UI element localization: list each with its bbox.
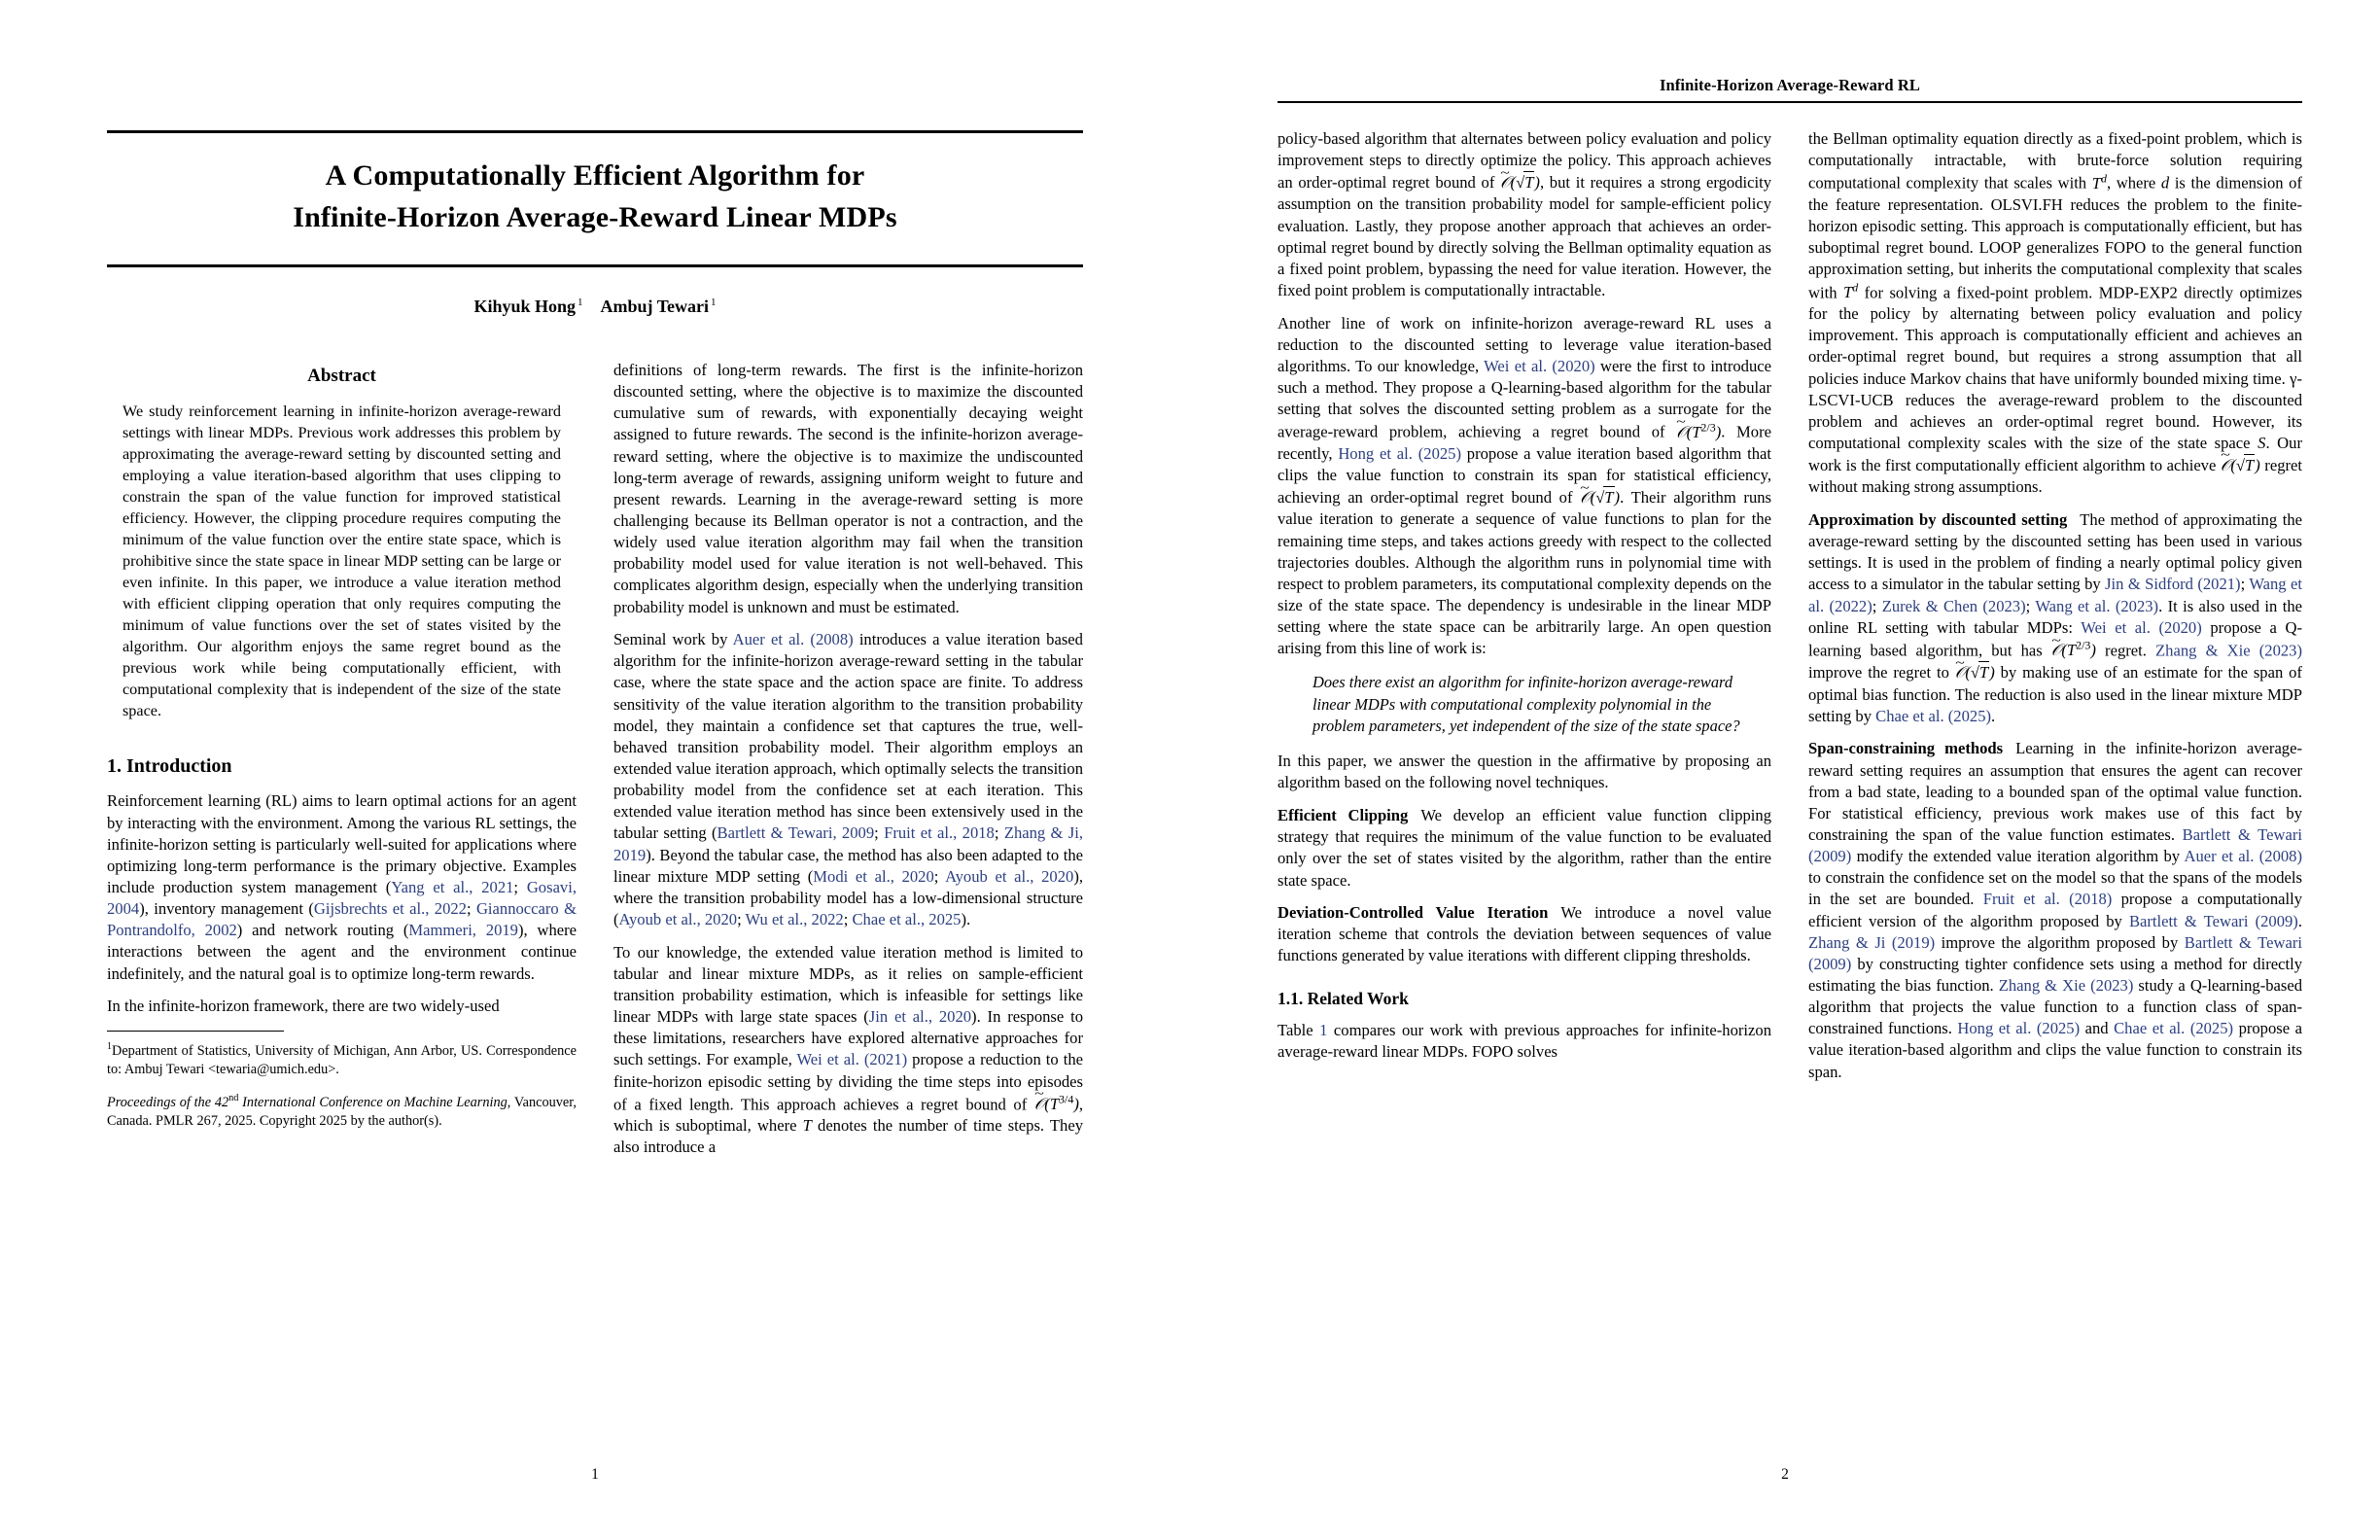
p2c1-p2-a: Another line of work on infinite-horizon average-reward RL uses a reduction to the discounted setting to leverage value iteration-based algorithms. To our knowledge,: [1278, 313, 1771, 375]
p2c1-paragraph-2: [1278, 313, 1771, 660]
p1c2-p2-g: ), where the transition probability model has a low-dimensional structure (: [613, 866, 1084, 929]
paper-title: [107, 156, 1083, 238]
abstract-paragraph: We study reinforcement learning in infinite-horizon average-reward settings with linear MDPs. Previous work addresses this problem by approximating the average-reward setting by discounted setting and employing a value iteration-based algorithm that uses clipping to constrain the span of the value function for improved statistical efficiency. However, the clipping procedure requires computing the minimum of the value function over the entire state space, which is prohibitive since the state space in linear MDP setting can be large or even infinite. In this paper, we introduce a value iteration method with efficient clipping operation that only requires computing the minimum of value functions over the set of states visited by the algorithm. Our algorithm enjoys the same regret bound as the previous work while being computationally efficient, with computational complexity that is independent of the size of the state space.: [122, 402, 561, 720]
proceedings-rest: , Vancouver, Canada. PMLR 267, 2025. Copyright 2025 by the author(s).: [107, 1094, 577, 1129]
p2c1-p2-e: . Their algorithm runs value iteration to generate a sequence of value functions to plan for the remaining time steps, and takes actions greedy with respect to the collected trajectories doubles. Although the algorithm runs in polynomial time with respect to problem parameters, its computational complexity depends on the size of the state space. The dependency is undesirable in the linear MDP setting where the state space can be arbitrarily large. An open question arising from this line of work is:: [1278, 488, 1772, 658]
p2c2-p2-i: by making use of an estimate for the span of optimal bias function. The reduction is also used in the linear mixture MDP setting by: [1808, 663, 2303, 725]
author-1: [473, 297, 582, 316]
proceedings-ordinal-suffix: nd: [228, 1093, 239, 1104]
page-2-columns: [1278, 128, 2302, 1452]
math-big-o-t23-2: ~ $𝒪(T^{2/3})$: [2051, 641, 2096, 659]
citation-bartlett-tewari[interactable]: Bartlett & Tewari, 2009: [717, 823, 875, 843]
p1c2-paragraph-3: [613, 942, 1083, 1159]
p2c1-paragraph-5: [1278, 902, 1771, 966]
math-var-t: T: [802, 1116, 812, 1136]
intro-text-a: Reinforcement learning (RL) aims to learn optimal actions for an agent by interacting with the environment. Among the various RL settings, the infinite-horizon setting is particularly well-suited for applications where optimizing long-term performance is the primary objective. Examples include production system management (: [107, 791, 577, 897]
p2c2-p1-d: for solving a fixed-point problem. MDP-EXP2 directly optimizes for the policy by alternating between policy evaluation and policy improvement. This approach is computationally efficient and achieves an order-optimal regret bound, but requires a strong assumption that all policies induce Markov chains that have uniformly bounded mixing time.: [1808, 283, 2302, 388]
citation-wang-2023[interactable]: Wang et al. (2023): [2035, 596, 2159, 615]
p2c2-p1-e: -LSCVI-UCB reduces the average-reward problem to the discounted problem and achieves an order-optimal regret bound. However, its computational complexity scales with the size of the state space: [1808, 368, 2302, 453]
p2c2-p2-d: ;: [2025, 596, 2036, 615]
citation-gijsbrechts[interactable]: Gijsbrechts et al., 2022: [313, 899, 467, 919]
page-1-column-2: [613, 360, 1083, 1452]
citation-zhang-ji[interactable]: Zhang & Ji, 2019: [613, 823, 1084, 864]
math-big-o-sqrt-t-3: ~ 𝒪(√T): [2221, 456, 2260, 474]
p1c2-p3-b: ). In response to these limitations, researchers have explored alternative approaches for such settings. For example,: [613, 1007, 1083, 1069]
footnote-affiliation: [107, 1040, 577, 1079]
citation-jin-sidford[interactable]: Jin & Sidford (2021): [2105, 575, 2241, 594]
math-t-power-d-1: $T^d$: [2091, 171, 2107, 192]
p2c1-p1-b: , but it requires a strong ergodicity assumption on the transition probability model for sample-efficient policy evaluation. Lastly, they propose another approach that achieves an order-optimal regret bound by directly solving the Bellman optimality equation as a fixed point problem, bypassing the need for value iteration. However, the fixed point problem is computationally intractable.: [1278, 173, 1771, 299]
runin-heading-efficient-clipping: Efficient Clipping: [1278, 806, 1409, 825]
running-header-rule: [1278, 101, 2302, 103]
p2c1-p4-text: We develop an efficient value function clipping strategy that requires the minimum of the value function to be evaluated only over the set of states visited by the algorithm, rather than the entire state space.: [1278, 806, 1771, 890]
citation-ayoub[interactable]: Ayoub et al., 2020: [945, 866, 1074, 886]
citation-wei-2020[interactable]: Wei et al. (2020): [1484, 356, 1595, 375]
p2c2-p2-e: . It is also used in the online RL setting with tabular MDPs:: [1808, 596, 2302, 637]
p2c2-p3-i: and: [2080, 1019, 2115, 1038]
citation-auer-2008-b[interactable]: Auer et al. (2008): [2184, 847, 2302, 866]
runin-heading-approximation-discounted: Approximation by discounted setting: [1808, 509, 2068, 529]
proceedings-ordinal-number: 42: [214, 1094, 229, 1110]
math-big-o-t34: ~ $𝒪(T^{3/4})$: [1034, 1095, 1079, 1113]
intro-text-d: ;: [466, 899, 476, 919]
citation-zhang-ji-2019[interactable]: Zhang & Ji (2019): [1808, 932, 1936, 952]
p1c2-p2-e: ). Beyond the tabular case, the method has also been adapted to the linear mixture MDP setting (: [613, 845, 1083, 886]
p2c1-paragraph-4: [1278, 805, 1771, 892]
math-big-o-sqrt-t-4: ~ 𝒪(√T): [1955, 663, 1995, 682]
p1c2-paragraph-1: definitions of long-term rewards. The first is the infinite-horizon discounted setting, where the objective is to maximize the discounted cumulative sum of rewards, with exponentially decaying weight assigned to future rewards. The second is the infinite-horizon average-reward setting, where the objective is to maximize the undiscounted long-term average of rewards, assigning uniform weight to future and present rewards. Learning in the average-reward setting is more challenging because its Bellman operator is not a contraction, and the widely used value iteration algorithm may fail when the transition probability model used for value iteration is not well-behaved. This complicates algorithm design, especially when the underlying transition probability model is unknown and must be estimated.: [613, 361, 1083, 616]
intro-text-f: ), where interactions between the agent and the environment continue indefinitely, and the natural goal is to optimize long-term rewards.: [107, 921, 577, 983]
table-reference-1[interactable]: 1: [1319, 1020, 1328, 1039]
math-var-d: d: [2160, 173, 2170, 192]
p1c2-p2-h: ;: [737, 910, 746, 929]
author-2-affiliation-marker: 1: [711, 297, 717, 308]
intro-text-e: ) and network routing (: [236, 921, 409, 940]
citation-wang-2022[interactable]: Wang et al. (2022): [1808, 575, 2302, 615]
citation-bartlett-2009-c[interactable]: Bartlett & Tewari (2009): [1808, 932, 2302, 973]
footnote-separator: [107, 1031, 284, 1032]
citation-chae-2025-b[interactable]: Chae et al. (2025): [2114, 1019, 2234, 1038]
running-header-text: Infinite-Horizon Average-Reward RL: [1660, 76, 1920, 94]
proceedings-conference: International Conference on Machine Learning: [242, 1094, 508, 1110]
citation-modi[interactable]: Modi et al., 2020: [813, 866, 934, 886]
runin-heading-span-constraining: Span-constraining methods: [1808, 739, 2004, 758]
p2c2-p3-g: by constructing tighter confidence sets using a method for directly estimating the bias function.: [1808, 954, 2302, 995]
title-rule-bottom: [107, 264, 1083, 267]
p2c2-p2-a: The method of approximating the average-reward setting by the discounted setting has been used in various settings. It is used in the problem of finding a nearly optimal policy given access to a simulator in the tabular setting by: [1808, 509, 2302, 594]
citation-zurek-chen[interactable]: Zurek & Chen (2023): [1881, 596, 2026, 615]
citation-ayoub-2[interactable]: Ayoub et al., 2020: [618, 910, 738, 929]
math-var-s: S: [2258, 434, 2266, 453]
citation-fruit[interactable]: Fruit et al., 2018: [884, 823, 995, 843]
footnote-affiliation-text: Department of Statistics, University of Michigan, Ann Arbor, US. Correspondence to: Ambuj Tewari <tewaria@umich.edu>.: [107, 1043, 577, 1078]
page-1-column-1: [107, 360, 577, 1452]
intro-text-c: ), inventory management (: [139, 899, 314, 919]
intro-paragraph-2: In the infinite-horizon framework, there are two widely-used: [107, 997, 500, 1016]
page-number-2: 2: [1781, 1466, 1789, 1483]
author-2-name: Ambuj Tewari: [600, 297, 710, 316]
math-big-o-sqrt-t-2: ~ 𝒪(√T): [1580, 488, 1620, 507]
citation-jin[interactable]: Jin et al., 2020: [868, 1007, 972, 1027]
section-heading-related-work: 1.1. Related Work: [1278, 988, 1409, 1008]
p2c2-p3-c: to constrain the confidence set on the model so that the spans of the models in the set are bounded.: [1808, 868, 2302, 909]
p1c2-p3-d: , which is suboptimal, where: [613, 1095, 1083, 1136]
citation-chae[interactable]: Chae et al., 2025: [852, 910, 962, 929]
citation-wei-2020-b[interactable]: Wei et al. (2020): [2081, 617, 2202, 637]
p2c2-p3-j: propose a value iteration-based algorithm and clips the value function to constrain its span.: [1808, 1019, 2302, 1081]
p1c2-p2-i: ;: [843, 910, 853, 929]
p2c2-p1-a: the Bellman optimality equation directly as a fixed-point problem, which is computationally intractable, with brute-force solution requiring computational complexity that scales with: [1808, 129, 2302, 192]
citation-hong-2025[interactable]: Hong et al. (2025): [1338, 444, 1461, 463]
page-1-columns: [107, 360, 1083, 1452]
p2c2-p2-b: ;: [2240, 575, 2250, 594]
math-t-power-d-2: $T^d$: [1842, 280, 1859, 302]
p2c2-p2-h: improve the regret to: [1808, 663, 1955, 682]
abstract-heading: Abstract: [307, 366, 376, 386]
running-header: [1278, 76, 2302, 103]
author-list: [107, 297, 1083, 317]
citation-gosavi[interactable]: Gosavi, 2004: [107, 878, 577, 919]
math-big-o-sqrt-t-1: ~ 𝒪(√T): [1500, 173, 1540, 192]
section-heading-introduction: 1. Introduction: [107, 755, 232, 778]
citation-zhang-xie-2023[interactable]: Zhang & Xie (2023): [1998, 975, 2134, 995]
paper-title-line-1: A Computationally Efficient Algorithm for: [325, 159, 865, 192]
footnote-marker: 1: [107, 1041, 112, 1053]
math-gamma-symbol: γ: [2290, 368, 2297, 388]
p2c2-p2-c: ;: [1872, 596, 1882, 615]
intro-paragraph-1: [107, 790, 577, 984]
citation-yang[interactable]: Yang et al., 2021: [391, 878, 514, 897]
footnote-proceedings: [107, 1092, 577, 1131]
p1c2-p2-c: ;: [874, 823, 885, 843]
p2c2-p3-e: .: [2297, 911, 2302, 930]
p1c2-paragraph-2: [613, 629, 1083, 930]
runin-heading-deviation-controlled: Deviation-Controlled Value Iteration: [1278, 903, 1549, 923]
p2c1-p6-b: compares our work with previous approaches for infinite-horizon average-reward linear MDPs. FOPO solves: [1278, 1020, 1771, 1061]
p1c2-p2-f: ;: [933, 866, 946, 886]
p2c2-p3-h: study a Q-learning-based algorithm that projects the value function to a function class of span-constrained functions.: [1808, 975, 2302, 1038]
p2c1-p2-c: . More recently,: [1278, 422, 1771, 463]
page-2: [1190, 0, 2380, 1540]
p2c2-p3-b: modify the extended value iteration algorithm by: [1851, 847, 2185, 866]
math-big-o-t23-1: ~ $𝒪(T^{2/3})$: [1676, 423, 1721, 441]
research-question-quote: Does there exist an algorithm for infinite-horizon average-reward linear MDPs with computational complexity polynomial in the problem parameters, yet independent of the size of the state space?: [1312, 673, 1740, 736]
p2c2-p2-f: propose a Q-learning based algorithm, but has: [1808, 617, 2303, 660]
page-2-column-1: [1278, 128, 1771, 1452]
p2c1-paragraph-3: In this paper, we answer the question in the affirmative by proposing an algorithm based on the following novel techniques.: [1278, 752, 1771, 792]
p1c2-p3-c: propose a reduction to the finite-horizon episodic setting by dividing the time steps into episodes of a fixed length. This approach achieves a regret bound of: [613, 1050, 1083, 1114]
citation-zhang-xie[interactable]: Zhang & Xie (2023): [2155, 641, 2302, 660]
p2c2-p1-b: , where: [2106, 173, 2161, 192]
page-2-column-2: [1808, 128, 2302, 1452]
p2c2-p3-f: improve the algorithm proposed by: [1935, 932, 2185, 952]
p1c2-p3-e: denotes the number of time steps. They also introduce a: [613, 1116, 1083, 1157]
proceedings-prefix: Proceedings of the: [107, 1094, 212, 1110]
page-number-1: 1: [591, 1466, 599, 1483]
citation-bartlett-2009-b[interactable]: Bartlett & Tewari (2009): [2128, 911, 2298, 930]
p2c2-p1-f: . Our work is the first computationally efficient algorithm to achieve: [1808, 434, 2302, 475]
citation-wu[interactable]: Wu et al., 2022: [745, 910, 844, 929]
citation-chae-2025[interactable]: Chae et al. (2025): [1875, 706, 1992, 725]
abstract-body: [122, 401, 561, 721]
p2c1-p6-a: Table: [1278, 1020, 1320, 1039]
p1c2-p2-d: ;: [994, 823, 1004, 843]
p2c2-p3-d: propose a computationally efficient version of the algorithm proposed by: [1808, 890, 2302, 930]
p1c2-p2-b: introduces a value iteration based algorithm for the infinite-horizon average-reward setting in the tabular case, where the state space and the action space are finite. To address sensitivity of the value iteration algorithm to the transition probability model, they maintain a confidence set that captures the true, well-behaved transition probability model. Their algorithm employs an extended value iteration approach, which optimally selects the transition probability model from the confidence set at each iteration. This extended value iteration method has since been extensively used in the tabular setting (: [613, 630, 1083, 843]
p2c2-p1-g: regret without making strong assumptions.: [1808, 456, 2302, 497]
author-1-affiliation-marker: 1: [578, 297, 583, 308]
p2c2-p3-a: Learning in the infinite-horizon average-reward setting requires an assumption that ensures the agent can recover from a bad state, leading to a bounded span of the optimal value function. For statistical efficiency, previous work makes use of this fact by constraining the span of the value function estimates.: [1808, 739, 2302, 844]
p2c2-p2-j: .: [1991, 706, 1996, 725]
abstract-block: [107, 366, 577, 721]
p1c2-p3-a: To our knowledge, the extended value iteration method is limited to tabular and linear mixture MDPs, as it relies on sample-efficient transition probability estimation, which is infeasible for settings like linear MDPs with large state spaces (: [613, 942, 1083, 1027]
citation-fruit-2018[interactable]: Fruit et al. (2018): [1982, 890, 2113, 909]
p2c2-paragraph-1: [1808, 128, 2302, 498]
title-rule-top: [107, 130, 1083, 133]
citation-mammeri[interactable]: Mammeri, 2019: [408, 921, 518, 940]
p2c1-paragraph-6: [1278, 1020, 1771, 1063]
p2c1-p2-d: propose a value iteration based algorithm that clips the value function to constrain its span for statistical efficiency, achieving an order-optimal regret bound of: [1278, 444, 1771, 508]
p1c2-p2-j: ).: [961, 910, 971, 929]
p2c1-p5-text: We introduce a novel value iteration scheme that controls the deviation between sequences of value functions generated by value iterations with different clipping thresholds.: [1278, 903, 1771, 965]
p2c1-p1-a: policy-based algorithm that alternates between policy evaluation and policy improvement steps to directly optimize the policy. This approach achieves an order-optimal regret bound of: [1278, 129, 1771, 192]
paper-title-line-2: Infinite-Horizon Average-Reward Linear MDPs: [293, 200, 897, 233]
p2c1-paragraph-1: [1278, 128, 1771, 301]
p2c1-p2-b: were the first to introduce such a method. They propose a Q-learning-based algorithm for the tabular setting that solves the discounted setting problem as a surrogate for the average-reward problem, achieving a regret bound of: [1278, 356, 1771, 441]
citation-wei-2021[interactable]: Wei et al. (2021): [796, 1050, 908, 1069]
author-1-name: Kihyuk Hong: [473, 297, 577, 316]
proceedings-ordinal: [215, 1095, 239, 1110]
p2c2-paragraph-3: [1808, 738, 2302, 1082]
p1c2-p2-a: Seminal work by: [613, 630, 733, 649]
citation-giannoccaro[interactable]: Giannoccaro & Pontrandolfo, 2002: [107, 899, 577, 940]
citation-hong-2025-b[interactable]: Hong et al. (2025): [1957, 1019, 2081, 1038]
intro-text-b: ;: [513, 878, 527, 897]
citation-auer[interactable]: Auer et al. (2008): [732, 630, 854, 649]
p2c2-paragraph-2: [1808, 509, 2302, 727]
citation-bartlett-2009[interactable]: Bartlett & Tewari (2009): [1808, 824, 2302, 866]
p2c2-p1-c: is the dimension of the feature representation. OLSVI.FH reduces the problem to the finite-horizon episodic setting. This approach is computationally efficient, but has suboptimal regret bound. LOOP generalizes FOPO to the general function approximation setting, but inherits the computational complexity that scales with: [1808, 173, 2302, 302]
p2c2-p2-g: regret.: [2095, 641, 2156, 660]
author-2: [601, 297, 717, 316]
